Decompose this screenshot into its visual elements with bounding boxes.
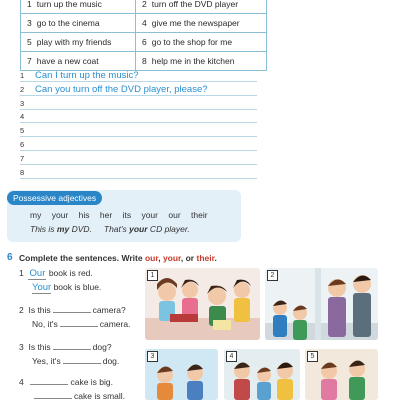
grid-cell [21, 33, 136, 52]
children-reading-illustration [145, 268, 260, 340]
example-text: This is [30, 224, 57, 234]
answer-line[interactable] [20, 110, 257, 124]
option-word: your [162, 253, 181, 263]
sentence-text: Is this [28, 342, 51, 352]
picture-number: 2 [267, 270, 278, 281]
answer-blank[interactable]: Your [32, 282, 52, 293]
answer-blank[interactable] [30, 384, 68, 385]
possessive-word: her [99, 210, 113, 220]
instruction-text: , or [180, 253, 197, 263]
picture-3 [145, 349, 218, 400]
possessive-word: your [51, 210, 69, 220]
line-number: 4 [20, 112, 25, 122]
answer-blank[interactable] [60, 326, 98, 327]
question-number: 2 [19, 305, 24, 315]
answer-line[interactable] [20, 68, 257, 82]
line-number: 6 [20, 140, 25, 150]
sentence-text: camera? [92, 305, 126, 315]
answer-line[interactable] [20, 151, 257, 165]
item-text: have a new coat [36, 56, 99, 66]
answer-blank[interactable] [53, 349, 91, 350]
answer-line[interactable] [20, 165, 257, 179]
picture-number: 4 [226, 351, 237, 362]
possessive-word: our [168, 210, 181, 220]
grid-row [21, 14, 267, 33]
grid-cell [136, 14, 267, 33]
question-number: 1 [19, 268, 24, 278]
picture-4 [224, 349, 300, 400]
item-number: 8 [142, 56, 147, 66]
question-1-line-2 [32, 282, 101, 294]
item-text: give me the newspaper [151, 18, 240, 28]
answer-line[interactable] [20, 82, 257, 96]
family-illustration [265, 268, 378, 340]
answer-line[interactable] [20, 137, 257, 151]
possessive-word: their [191, 210, 208, 220]
item-number: 1 [27, 0, 32, 9]
item-text: go to the cinema [36, 18, 100, 28]
item-text: play with my friends [36, 37, 112, 47]
sentence-text: cake is big. [70, 377, 113, 387]
sentence-text: Yes, it's [32, 356, 61, 366]
example-text: DVD. [69, 224, 92, 234]
example-bold: my [56, 224, 70, 234]
grid-cell [21, 14, 136, 33]
instruction-text: , [158, 253, 163, 263]
possessive-word: his [78, 210, 90, 220]
question-4-line-1 [19, 377, 113, 387]
exercise-instruction [19, 253, 217, 263]
possessive-word: my [30, 210, 42, 220]
item-number: 2 [142, 0, 147, 9]
sentence-text: No, it's [32, 319, 58, 329]
grid-row [21, 33, 267, 52]
grid-cell [21, 0, 136, 14]
item-text: turn off the DVD player [151, 0, 239, 9]
sentence-text: cake is small. [74, 391, 126, 400]
picture-1 [145, 268, 260, 340]
item-number: 5 [27, 37, 32, 47]
possessive-word-list [30, 210, 216, 220]
instruction-text: . [214, 253, 217, 263]
option-word: our [144, 253, 159, 263]
line-number: 8 [20, 167, 25, 177]
question-2-line-1 [19, 305, 126, 315]
grid-row [21, 0, 267, 14]
example-text: CD player. [147, 224, 190, 234]
option-word: their [196, 253, 215, 263]
question-2-line-2 [32, 319, 130, 329]
answer-line[interactable] [20, 96, 257, 110]
example-bold: your [129, 224, 148, 234]
answer-text: Can you turn off the DVD player, please? [35, 83, 208, 95]
picture-number: 3 [147, 351, 158, 362]
item-text: help me in the kitchen [151, 56, 235, 66]
picture-5 [305, 349, 378, 400]
sentence-text: dog. [102, 356, 120, 366]
question-1-line-1 [19, 268, 93, 280]
question-4-line-2 [32, 391, 125, 400]
line-number: 1 [20, 70, 25, 80]
exercise-number: 6 [7, 252, 13, 263]
line-number: 2 [20, 84, 25, 94]
line-number: 3 [20, 98, 25, 108]
answer-blank[interactable] [53, 312, 91, 313]
question-number: 3 [19, 342, 24, 352]
possessive-examples [30, 224, 190, 234]
answer-blank[interactable]: Our [29, 268, 46, 279]
grid-cell [136, 33, 267, 52]
instruction-text: Complete the sentences. Write [19, 253, 145, 263]
question-3-line-1 [19, 342, 112, 352]
question-number: 4 [19, 377, 24, 387]
answer-text: Can I turn up the music? [35, 69, 139, 81]
item-text: go to the shop for me [151, 37, 233, 47]
picture-number: 5 [307, 351, 318, 362]
item-number: 4 [142, 18, 147, 28]
possessive-word: its [122, 210, 132, 220]
sentence-text: camera. [99, 319, 131, 329]
sentence-text: Is this [28, 305, 51, 315]
answer-blank[interactable] [34, 398, 72, 399]
answer-line[interactable] [20, 123, 257, 137]
sentence-text: book is red. [46, 268, 93, 278]
example-text: That's [103, 224, 130, 234]
grid-cell [136, 0, 267, 14]
sentence-text: book is blue. [51, 282, 102, 292]
item-number: 3 [27, 18, 32, 28]
item-text: turn up the music [36, 0, 102, 9]
possessive-word: your [141, 210, 158, 220]
question-3-line-2 [32, 356, 119, 366]
possessive-adjectives-title: Possessive adjectives [7, 191, 102, 205]
answer-blank[interactable] [63, 363, 101, 364]
item-number: 7 [27, 56, 32, 66]
picture-2 [265, 268, 378, 340]
line-number: 5 [20, 126, 25, 136]
sentence-text: dog? [92, 342, 112, 352]
line-number: 7 [20, 153, 25, 163]
item-number: 6 [142, 37, 147, 47]
prompt-grid [20, 0, 267, 71]
answer-lines [20, 68, 257, 179]
picture-number: 1 [147, 270, 158, 281]
